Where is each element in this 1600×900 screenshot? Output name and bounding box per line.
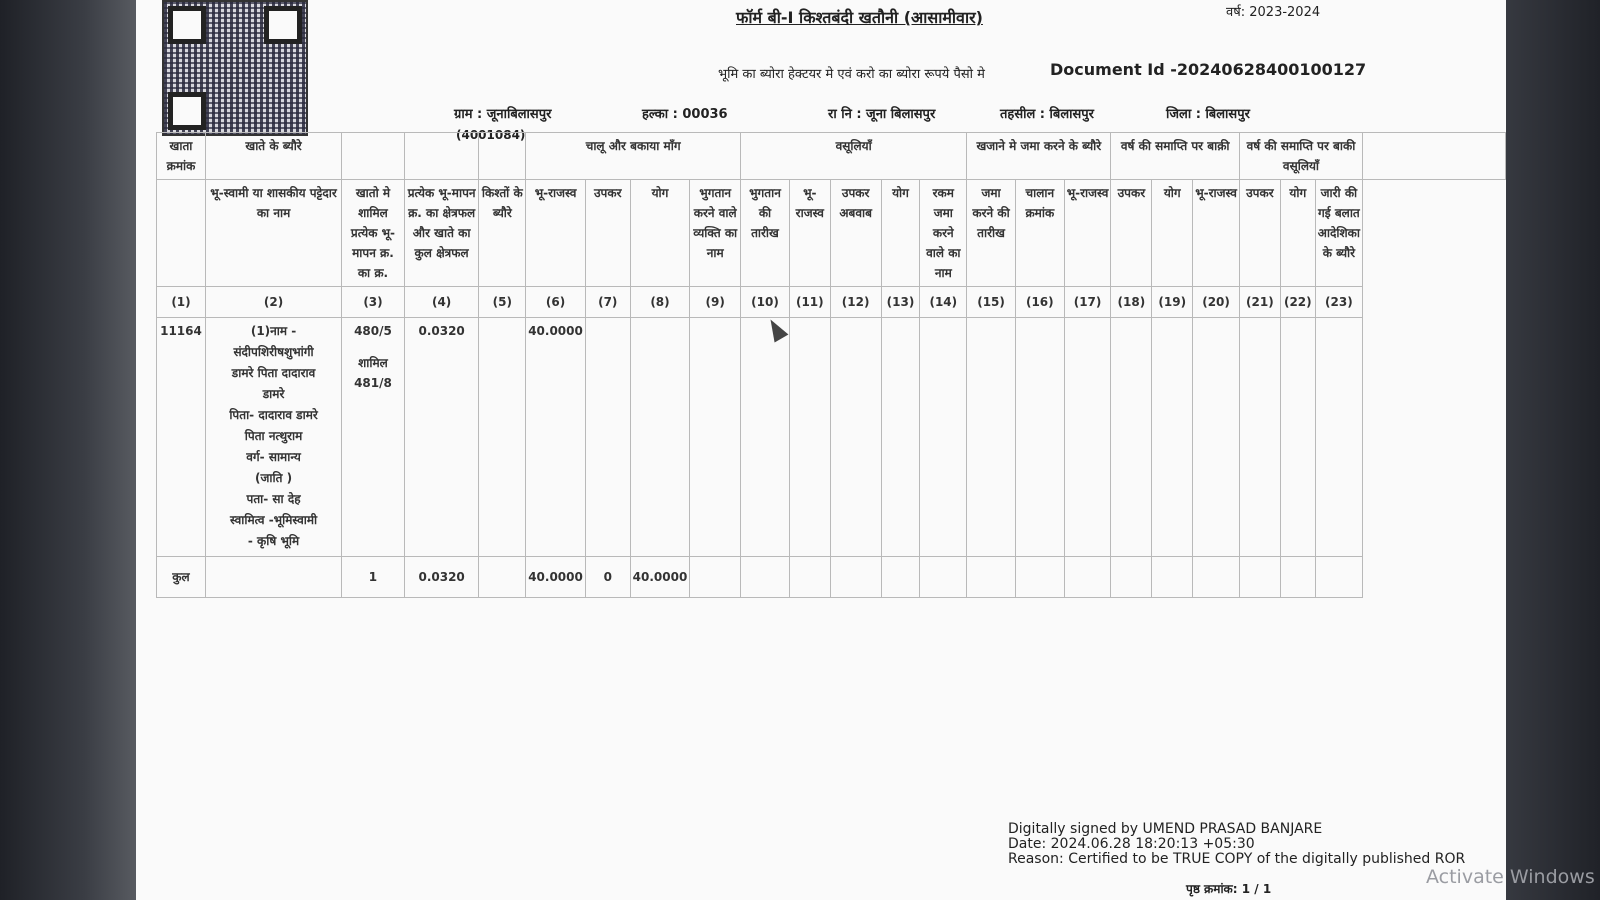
digital-signature bbox=[1008, 822, 1465, 867]
document-title: फॉर्म बी-I किश्तबंदी खतौनी (आसामीवार) bbox=[736, 8, 983, 27]
column-number: (23) bbox=[1315, 287, 1362, 318]
header-varsh-baki-vasuli: वर्ष की समाप्ति पर बाकी वसूलियाँ bbox=[1239, 133, 1362, 180]
col-baki-yog: योग bbox=[1152, 180, 1193, 287]
column-number: (3) bbox=[342, 287, 405, 318]
column-number: (13) bbox=[881, 287, 920, 318]
village-label: ग्राम : जूनाबिलासपुर bbox=[454, 107, 552, 122]
column-number: (12) bbox=[830, 287, 881, 318]
col-adeshika: जारी की गई बलात आदेशिका के ब्यौरे bbox=[1315, 180, 1362, 287]
district-label: जिला : बिलासपुर bbox=[1166, 107, 1250, 122]
survey-numbers: 480/5 शामिल 481/8 bbox=[342, 318, 405, 557]
document-id: Document Id -20240628400100127 bbox=[1050, 60, 1367, 79]
halka-label: हल्का : 00036 bbox=[642, 107, 728, 122]
ri-label: रा नि : जूना बिलासपुर bbox=[828, 107, 936, 122]
col-baki-vasuli-bhu-rajasv: भू-राजस्व bbox=[1193, 180, 1240, 287]
column-number: (16) bbox=[1015, 287, 1064, 318]
signature-reason: Reason: Certified to be TRUE COPY of the digitally published ROR bbox=[1008, 851, 1466, 867]
column-number: (21) bbox=[1239, 287, 1280, 318]
col-yog: योग bbox=[630, 180, 690, 287]
column-number: (19) bbox=[1152, 287, 1193, 318]
header-khazane: खजाने मे जमा करने के ब्यौरे bbox=[967, 133, 1111, 180]
col-vasuli-bhu-rajasv: भू-राजस्व bbox=[789, 180, 830, 287]
total-row bbox=[157, 557, 1506, 598]
col-upkar: उपकर bbox=[585, 180, 630, 287]
signature-date: Date: 2024.06.28 18:20:13 +05:30 bbox=[1008, 836, 1255, 852]
total-yog: 40.0000 bbox=[630, 557, 690, 598]
page-number: पृष्ठ क्रमांक: 1 / 1 bbox=[1186, 882, 1272, 896]
col-depositor-name: रकम जमा करने वाले का नाम bbox=[920, 180, 967, 287]
col-vasuli-upkar: उपकर अबवाब bbox=[830, 180, 881, 287]
bhu-rajasv-value: 40.0000 bbox=[526, 318, 586, 557]
col-bhu-rajasv: भू-राजस्व bbox=[526, 180, 586, 287]
header-khata: खाता क्रमांक bbox=[157, 133, 206, 180]
col-kisht: किश्तों के ब्यौरे bbox=[479, 180, 526, 287]
total-upkar: 0 bbox=[585, 557, 630, 598]
signature-signer: Digitally signed by UMEND PRASAD BANJARE bbox=[1008, 821, 1323, 837]
column-number-row bbox=[157, 287, 1506, 318]
header-varsh-baki: वर्ष की समाप्ति पर बाक़ी bbox=[1111, 133, 1240, 180]
total-survey-count: 1 bbox=[342, 557, 405, 598]
col-challan-no: चालान क्रमांक bbox=[1015, 180, 1064, 287]
col-payer-name: भुगतान करने वाले व्यक्ति का नाम bbox=[690, 180, 741, 287]
khatauni-table bbox=[156, 132, 1506, 598]
column-number: (10) bbox=[741, 287, 790, 318]
survey-area: 0.0320 bbox=[404, 318, 479, 557]
col-vasuli-yog: योग bbox=[881, 180, 920, 287]
column-number: (7) bbox=[585, 287, 630, 318]
total-area: 0.0320 bbox=[404, 557, 479, 598]
column-number: (22) bbox=[1280, 287, 1315, 318]
column-number: (14) bbox=[920, 287, 967, 318]
col-baki-vasuli-yog: योग bbox=[1280, 180, 1315, 287]
khata-number: 11164 bbox=[157, 318, 206, 557]
unit-description: भूमि का ब्योरा हेक्टयर मे एवं करो का ब्योरा रूपये पैसो मे bbox=[718, 67, 985, 82]
header-chalu-bakaya: चालू और बकाया माँग bbox=[526, 133, 741, 180]
col-deposit-date: जमा करने की तारीख bbox=[967, 180, 1016, 287]
column-number: (4) bbox=[404, 287, 479, 318]
column-number: (6) bbox=[526, 287, 586, 318]
qr-code-icon bbox=[162, 0, 308, 136]
col-baki-upkar: उपकर bbox=[1111, 180, 1152, 287]
header-khate-vivran: खाते के ब्यौरे bbox=[205, 133, 341, 180]
column-number: (20) bbox=[1193, 287, 1240, 318]
column-number: (9) bbox=[690, 287, 741, 318]
total-bhu-rajasv: 40.0000 bbox=[526, 557, 586, 598]
col-baki-bhu-rajasv: भू-राजस्व bbox=[1064, 180, 1111, 287]
header-vasuliyan: वसूलियाँ bbox=[741, 133, 967, 180]
column-number: (1) bbox=[157, 287, 206, 318]
column-number: (2) bbox=[205, 287, 341, 318]
column-number: (18) bbox=[1111, 287, 1152, 318]
monitor-bezel-right bbox=[1490, 0, 1600, 900]
column-number: (5) bbox=[479, 287, 526, 318]
col-baki-vasuli-upkar: उपकर bbox=[1239, 180, 1280, 287]
tehsil-label: तहसील : बिलासपुर bbox=[1000, 107, 1094, 122]
owner-details: (1)नाम - संदीपशिरीषशुभांगी डामरे पिता दादाराव डामरे पिता- दादाराव डामरे पिता नत्थुराम वर्ग- सामान्य (जाति ) पता- सा देह स्वामित्व -भूमिस्वामी - कृषि भूमि bbox=[205, 318, 341, 557]
col-payment-date: भुगतान की तारीख bbox=[741, 180, 790, 287]
col-owner-name: भू-स्वामी या शासकीय पट्टेदार का नाम bbox=[205, 180, 341, 287]
monitor-bezel-left bbox=[0, 0, 140, 900]
column-number: (8) bbox=[630, 287, 690, 318]
col-area: प्रत्येक भू-मापन क्र. का क्षेत्रफल और खाते का कुल क्षेत्रफल bbox=[404, 180, 479, 287]
year-label: वर्ष: 2023-2024 bbox=[1226, 5, 1321, 20]
column-number: (15) bbox=[967, 287, 1016, 318]
col-survey-no: खातो मे शामिल प्रत्येक भू-मापन क्र. का क्र. bbox=[342, 180, 405, 287]
column-number: (17) bbox=[1064, 287, 1111, 318]
os-activation-watermark: Activate Windows bbox=[1426, 866, 1595, 888]
table-row bbox=[157, 318, 1506, 557]
column-number: (11) bbox=[789, 287, 830, 318]
group-header-row bbox=[157, 133, 1506, 180]
total-label: कुल bbox=[157, 557, 206, 598]
village-code: (4001084) bbox=[456, 128, 526, 142]
sub-header-row bbox=[157, 180, 1506, 287]
document-page bbox=[136, 0, 1506, 900]
